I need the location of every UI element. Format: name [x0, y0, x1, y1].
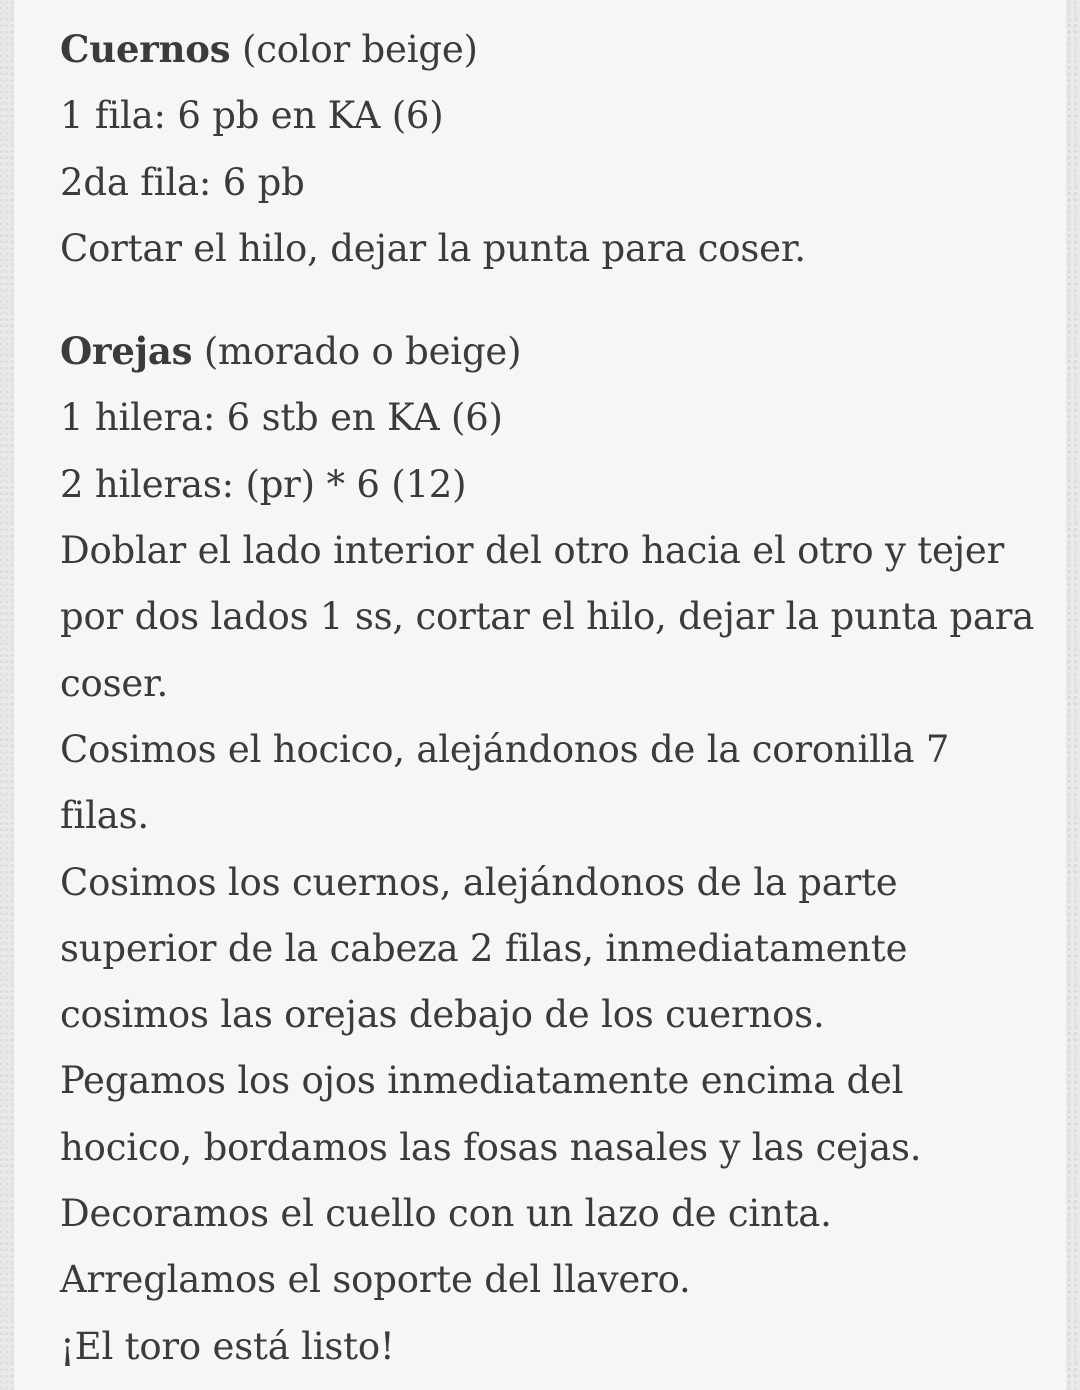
- section-heading: [60, 318, 1046, 385]
- document-page: [14, 0, 1066, 1390]
- section-title: Orejas: [60, 329, 193, 374]
- instruction-line: Decoramos el cuello con un lazo de cinta.: [60, 1192, 832, 1236]
- instruction-line: Cortar el hilo, dejar la punta para coser.: [60, 226, 806, 270]
- instruction-paragraph: Doblar el lado interior del otro hacia el otro y tejer por dos lados 1 ss, cortar el hilo, dejar la punta para coser.: [60, 529, 1035, 705]
- instruction-line: 2 hileras: (pr) * 6 (12): [60, 462, 467, 506]
- document-text: [60, 16, 1046, 1380]
- section-title-note: (morado o beige): [192, 330, 522, 374]
- section-orejas: [60, 318, 1046, 1380]
- instruction-line: 1 fila: 6 pb en KA (6): [60, 94, 444, 138]
- instruction-line: 1 hilera: 6 stb en KA (6): [60, 396, 503, 440]
- instruction-paragraph: Cosimos los cuernos, alejándonos de la parte superior de la cabeza 2 filas, inmediatamente cosimos las orejas debajo de los cuernos.: [60, 860, 908, 1037]
- section-title-note: (color beige): [230, 28, 478, 71]
- instruction-line: 2da fila: 6 pb: [60, 160, 305, 204]
- instruction-paragraph: Cosimos el hocico, alejándonos de la coronilla 7 filas.: [60, 727, 950, 838]
- section-title: Cuernos: [60, 27, 231, 71]
- section-heading: [60, 16, 1046, 83]
- section-cuernos: [60, 16, 1046, 282]
- section-spacer: [60, 282, 1046, 318]
- instruction-line: Arreglamos el soporte del llavero.: [60, 1258, 691, 1302]
- instruction-paragraph: Pegamos los ojos inmediatamente encima del hocico, bordamos las fosas nasales y las cejas.: [60, 1059, 922, 1169]
- closing-line: ¡El toro está listo!: [60, 1324, 395, 1368]
